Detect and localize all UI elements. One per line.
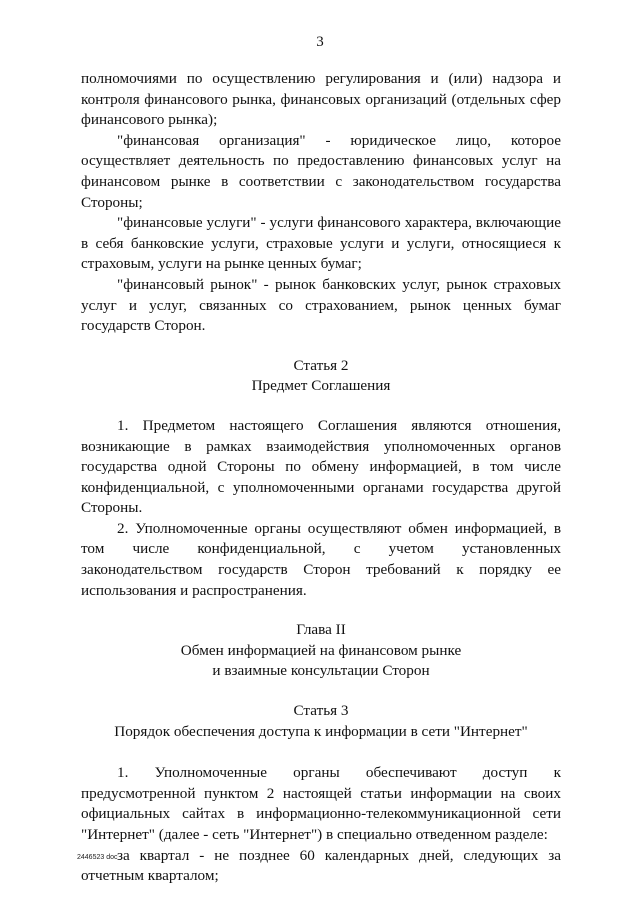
definition-continuation: полномочиями по осуществлению регулирования и (или) надзора и контроля финансового рынка, финансовых организаций (отдельных сфер финансового рынка); (81, 70, 561, 129)
article-3-paragraph-2: за квартал - не позднее 60 календарных дней, следующих за отчетным кварталом; (81, 846, 561, 885)
chapter-2-title-line-1: Обмен информацией на финансовом рынке (180, 641, 462, 659)
article-2-paragraph-1: 1. Предметом настоящего Соглашения являются отношения, возникающие в рамках взаимодействия уполномоченных органов государства одной Стороны по обмену информацией, в том числе конфиденциальной, с уполномоченными органами государства другой Стороны. (81, 416, 561, 517)
chapter-2-number: Глава II (296, 621, 346, 639)
article-3-title: Порядок обеспечения доступа к информации в сети "Интернет" (114, 722, 528, 740)
document-body (81, 69, 561, 887)
definitions-section (81, 69, 561, 337)
definition-financial-market: "финансовый рынок" - рынок банковских услуг, рынок страховых услуг и услуг, связанных со страхованием, рынок ценных бумаг государств Сторон. (81, 275, 561, 335)
article-2 (81, 356, 561, 602)
article-3-number: Статья 3 (293, 702, 349, 720)
definition-financial-services: "финансовые услуги" - услуги финансового характера, включающие в себя банковские услуги, страховые услуги и услуги, относящиеся к страховым, услуги на рынке ценных бумаг; (81, 214, 561, 273)
article-2-title: Предмет Соглашения (251, 377, 391, 395)
article-2-body (81, 416, 561, 601)
definition-financial-organization: "финансовая организация" - юридическое лицо, которое осуществляет деятельность по предоставлению финансовых услуг на финансовом рынке в соответствии с законодательством государства Стороны; (81, 131, 561, 211)
document-code: 2446523 doc (77, 854, 118, 861)
page-number: 3 (316, 34, 324, 50)
chapter-2-title-line-2: и взаимные консультации Сторон (212, 662, 430, 680)
article-3-body (81, 763, 561, 887)
chapter-2 (81, 620, 561, 682)
article-3-paragraph-1: 1. Уполномоченные органы обеспечивают доступ к предусмотренной пунктом 2 настоящей статьи информации на своих официальных сайтах в информационно-телекоммуникационной сети "Интернет" (далее - сеть "Интернет") в специально отведенном разделе: (81, 764, 561, 843)
article-2-number: Статья 2 (293, 356, 349, 374)
article-2-paragraph-2: 2. Уполномоченные органы осуществляют обмен информацией, в том числе конфиденциальной, с учетом установленных законодательством государств Сторон требований к порядку ее использования и распространения. (81, 519, 561, 599)
article-3 (81, 701, 561, 887)
